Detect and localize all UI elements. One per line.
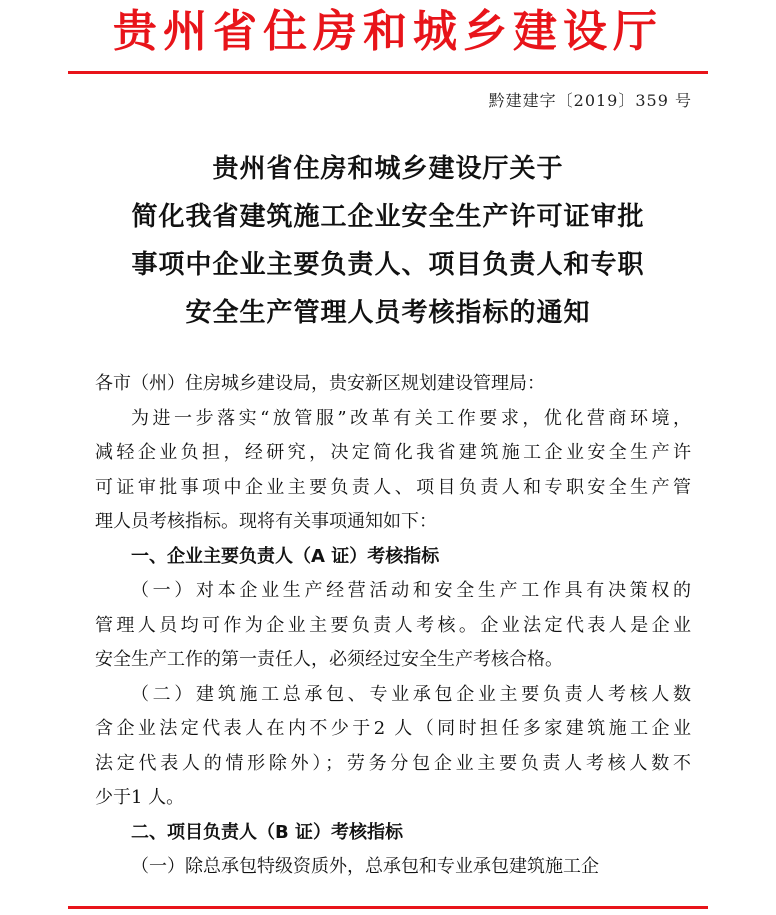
paragraph-line: 管理人员均可作为企业主要负责人考核。企业法定代表人是企业 bbox=[95, 614, 691, 636]
footer-red-rule bbox=[68, 906, 708, 909]
section-heading: 一、企业主要负责人（A 证）考核指标 bbox=[131, 545, 440, 567]
intro-line: 减轻企业负担，经研究，决定简化我省建筑施工企业安全生产许 bbox=[95, 442, 691, 463]
paragraph-line: 含企业法定代表人在内不少于2 人（同时担任多家建筑施工企业 bbox=[95, 718, 691, 739]
document-number: 黔建建字〔2019〕359 号 bbox=[488, 91, 692, 110]
paragraph-line: 少于1 人。 bbox=[95, 787, 185, 808]
paragraph-line: （一）除总承包特级资质外，总承包和专业承包建筑施工企 bbox=[131, 856, 599, 877]
paragraph-line: （二）建筑施工总承包、专业承包企业主要负责人考核人数 bbox=[131, 683, 691, 705]
header-organization: 贵州省住房和城乡建设厅 bbox=[113, 6, 663, 57]
title-line: 简化我省建筑施工企业安全生产许可证审批 bbox=[131, 202, 645, 232]
title-line: 安全生产管理人员考核指标的通知 bbox=[185, 298, 591, 328]
paragraph-line: （一）对本企业生产经营活动和安全生产工作具有决策权的 bbox=[131, 580, 691, 601]
title-line: 事项中企业主要负责人、项目负责人和专职 bbox=[131, 250, 645, 280]
paragraph-line: 安全生产工作的第一责任人，必须经过安全生产考核合格。 bbox=[95, 649, 563, 670]
intro-line: 可证审批事项中企业主要负责人、项目负责人和专职安全生产管 bbox=[95, 476, 691, 498]
salutation: 各市（州）住房城乡建设局，贵安新区规划建设管理局： bbox=[95, 373, 545, 394]
document-title bbox=[0, 145, 776, 337]
intro-line: 为进一步落实“放管服”改革有关工作要求，优化营商环境， bbox=[131, 407, 691, 429]
intro-line: 理人员考核指标。现将有关事项通知如下： bbox=[95, 511, 437, 532]
section-heading: 二、项目负责人（B 证）考核指标 bbox=[131, 821, 403, 843]
paragraph-line: 法定代表人的情形除外）；劳务分包企业主要负责人考核人数不 bbox=[95, 752, 691, 774]
header-red-rule bbox=[68, 71, 708, 74]
title-line: 贵州省住房和城乡建设厅关于 bbox=[212, 154, 564, 184]
document-body bbox=[95, 367, 691, 885]
